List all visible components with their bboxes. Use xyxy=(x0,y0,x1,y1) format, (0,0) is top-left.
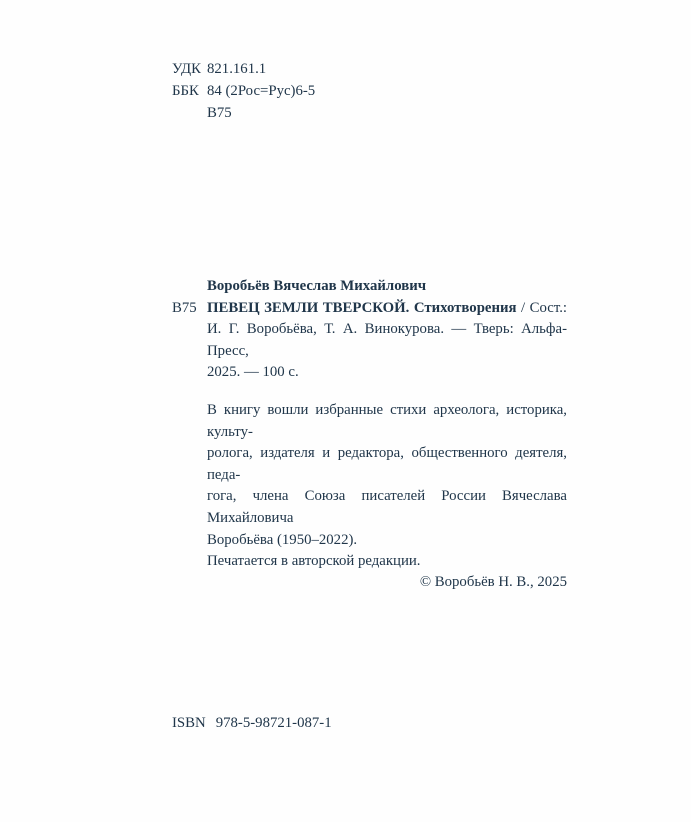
annotation-line: Воробьёва (1950–2022). xyxy=(207,531,358,548)
udc-row xyxy=(172,58,315,80)
udc-value: 821.161.1 xyxy=(207,61,267,77)
copyright-line: © Воробьёв Н. В., 2025 xyxy=(419,574,567,590)
annotation-line: ролога, издателя и редактора, общественного деятеля, педа- xyxy=(207,445,567,483)
udc-label: УДК xyxy=(172,61,201,77)
author-sign-spacer xyxy=(172,102,207,124)
year-pages-line: 2025. — 100 с. xyxy=(207,364,299,381)
annotation-line: В книгу вошли избранные стихи археолога, историка, культу- xyxy=(207,402,567,440)
compilers-publisher-line: И. Г. Воробьёва, Т. А. Винокурова. — Тверь: Альфа-Пресс, xyxy=(207,321,567,359)
isbn-label: ISBN xyxy=(172,715,206,731)
classification-block xyxy=(172,58,315,124)
margin-author-sign: В75 xyxy=(172,299,197,316)
isbn-value: 978-5-98721-087-1 xyxy=(215,715,332,731)
book-title: ПЕВЕЦ ЗЕМЛИ ТВЕРСКОЙ. Стихотворения xyxy=(207,299,517,316)
bbk-value: 84 (2Рос=Рус)6-5 xyxy=(207,83,316,99)
annotation-paragraph xyxy=(207,400,567,573)
annotation-line: гога, члена Союза писателей России Вячеслава Михайловича xyxy=(207,488,567,526)
isbn-line xyxy=(172,715,332,732)
bibliographic-entry xyxy=(172,276,567,384)
title-compilers-label: / Сост.: xyxy=(521,299,567,316)
bbk-row xyxy=(172,80,315,102)
title-line xyxy=(172,298,567,320)
author-name: Воробьёв Вячеслав Михайлович xyxy=(207,278,427,294)
bbk-label: ББК xyxy=(172,83,199,99)
annotation-line: Печатается в авторской редакции. xyxy=(207,553,421,570)
author-sign-row xyxy=(172,102,315,124)
author-sign-value: В75 xyxy=(207,105,232,121)
